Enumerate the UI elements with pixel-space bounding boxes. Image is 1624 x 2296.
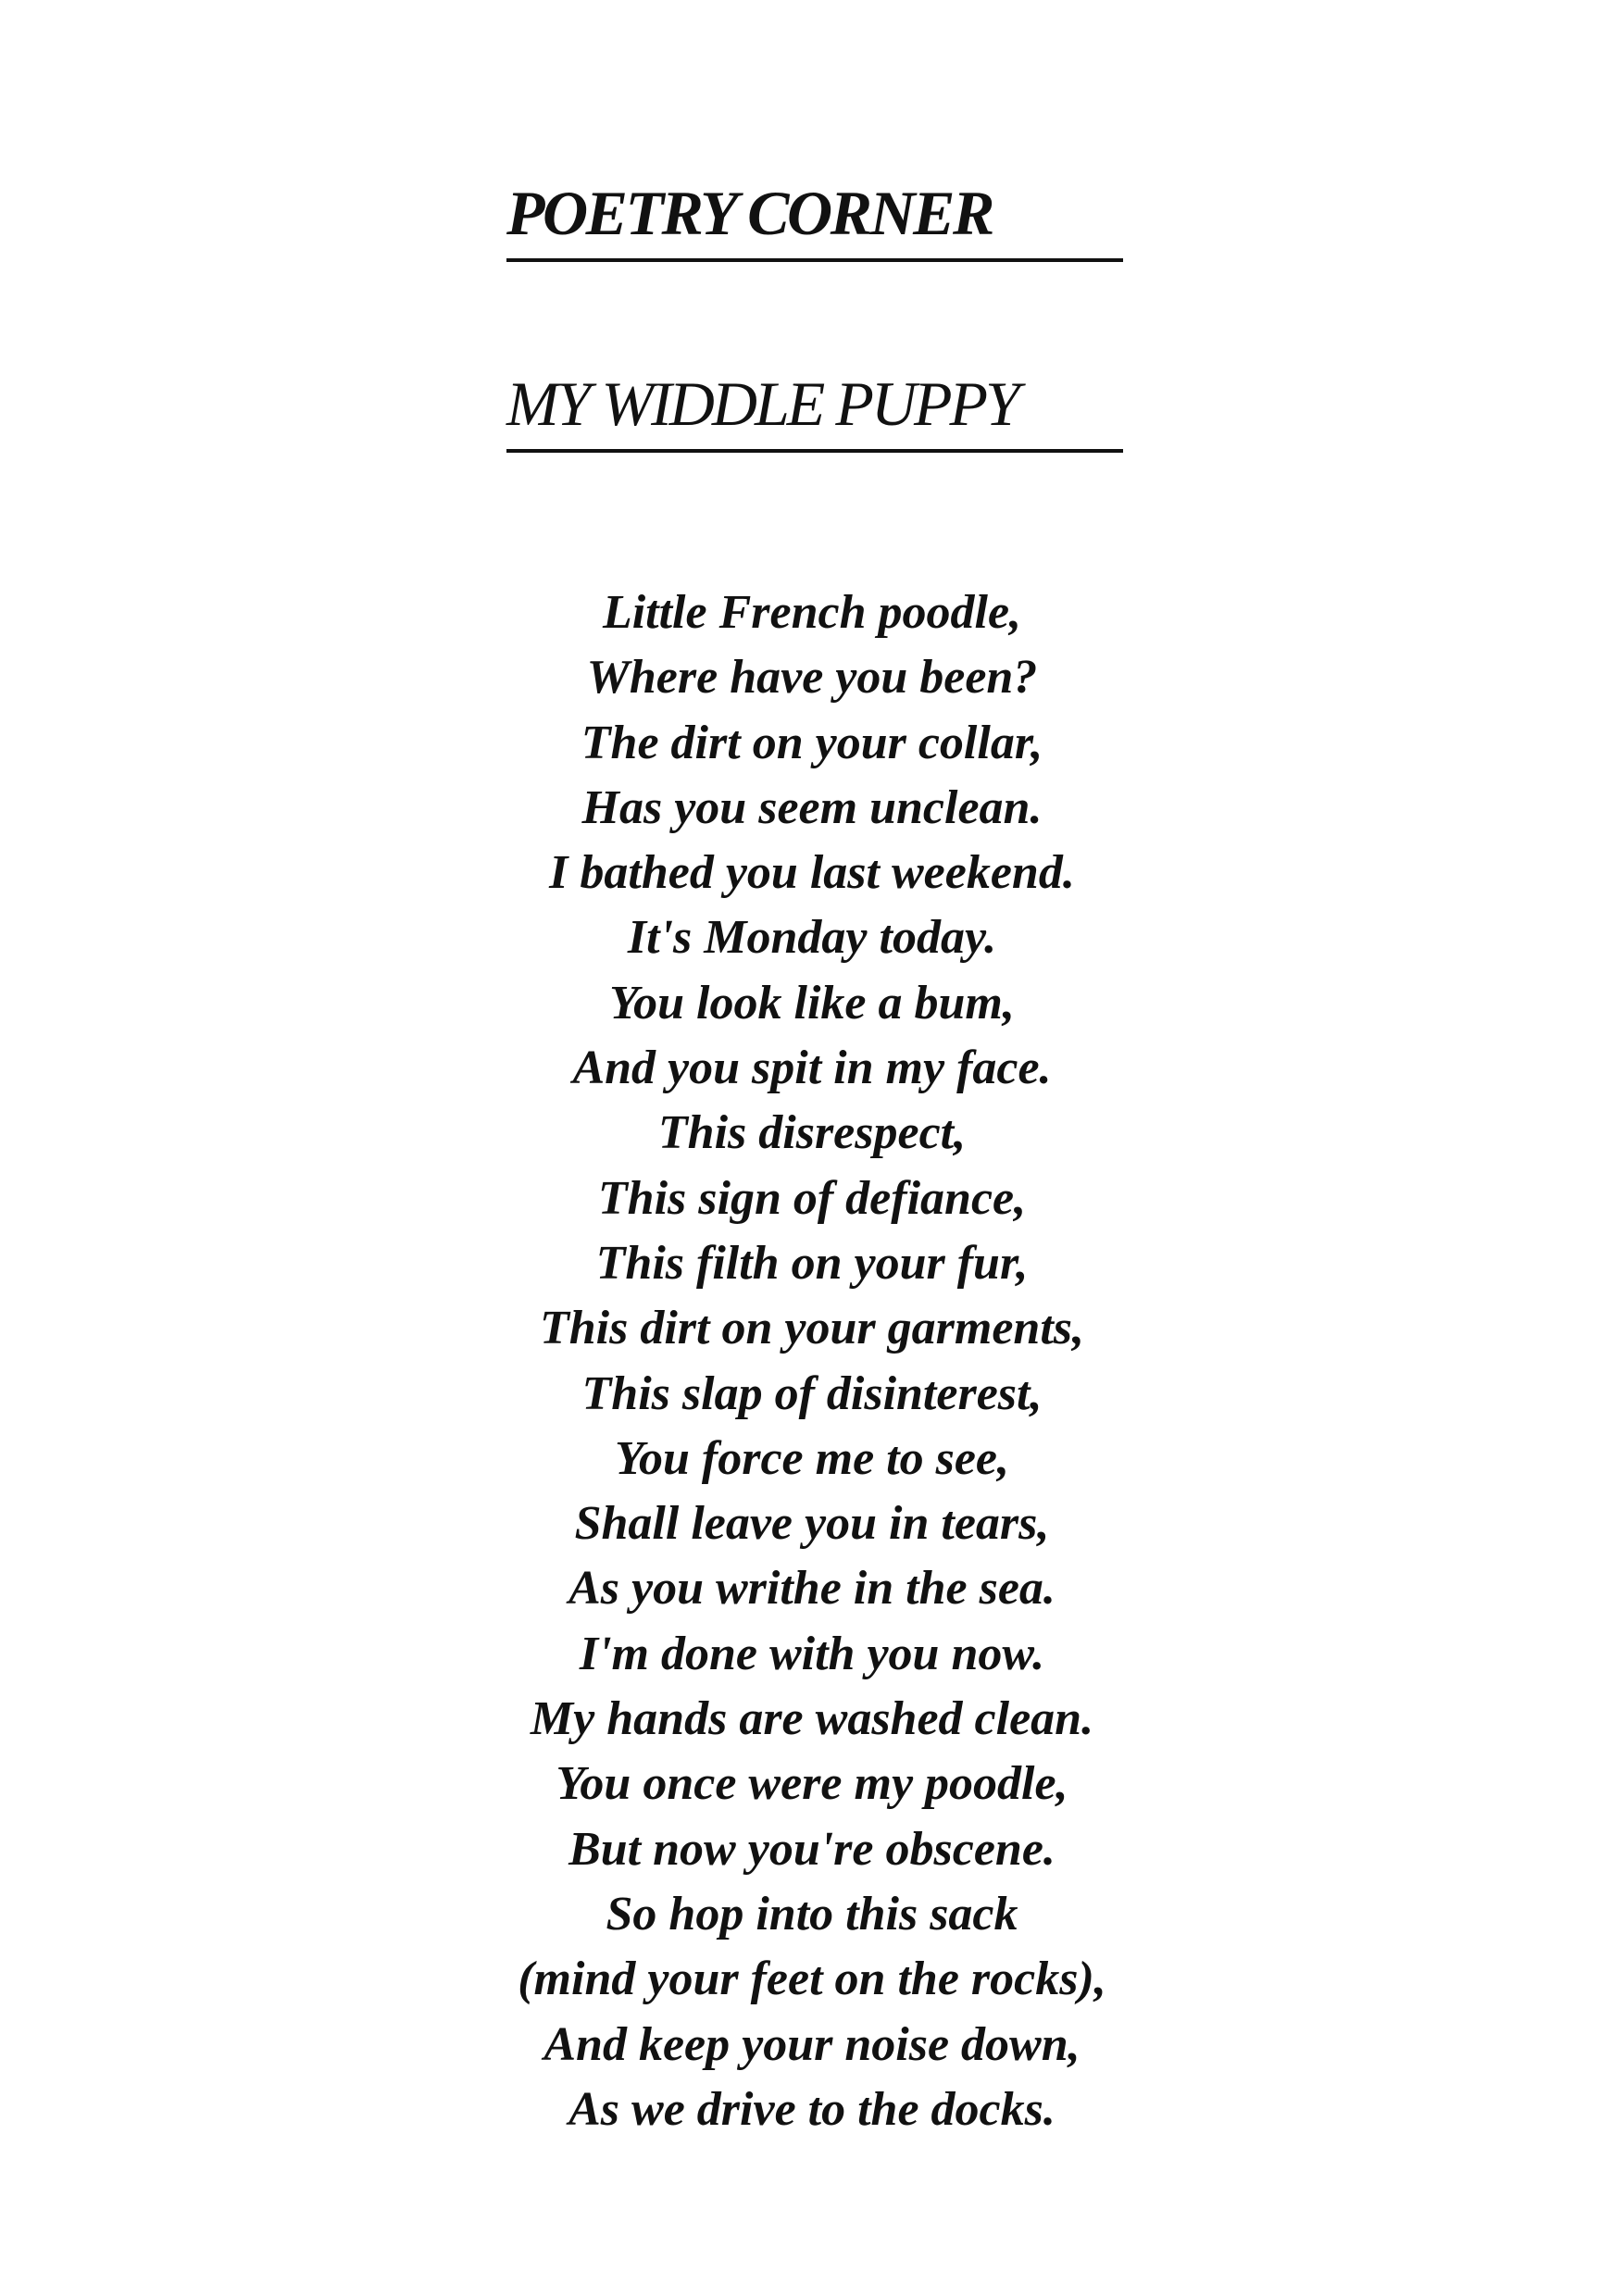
- section-title: POETRY CORNER: [506, 178, 993, 248]
- poem-line: The dirt on your collar,: [581, 716, 1043, 769]
- poem-title: MY WIDDLE PUPPY: [506, 368, 1018, 439]
- poem-line: Has you seem unclean.: [581, 780, 1043, 834]
- section-title-underline: [506, 258, 1123, 262]
- poem-line: As you writhe in the sea.: [568, 1562, 1056, 1616]
- poem-line: Little French poodle,: [602, 586, 1022, 639]
- poem-line: As we drive to the docks.: [568, 2082, 1056, 2136]
- poem-line: This filth on your fur,: [595, 1236, 1029, 1290]
- poem-line: I'm done with you now.: [579, 1627, 1045, 1680]
- poem-heading: [506, 368, 1127, 453]
- poem-line: You force me to see,: [614, 1431, 1009, 1485]
- poem-body: [0, 580, 1624, 2142]
- poem-line: This disrespect,: [657, 1106, 967, 1160]
- section-heading: [506, 178, 1127, 262]
- poem-line: Where have you been?: [586, 651, 1038, 705]
- poem-title-underline: [506, 449, 1123, 453]
- poem-line: And keep your noise down,: [543, 2017, 1081, 2071]
- poem-line: And you spit in my face.: [572, 1042, 1052, 1095]
- poem-line: I bathed you last weekend.: [549, 846, 1075, 900]
- poem-line: Shall leave you in tears,: [574, 1497, 1050, 1551]
- poem-line: My hands are washed clean.: [530, 1692, 1094, 1746]
- poem-line: This dirt on your garments,: [539, 1302, 1085, 1355]
- poem-line: (mind your feet on the rocks),: [518, 1953, 1106, 2006]
- poem-line: You once were my poodle,: [556, 1757, 1068, 1811]
- poem-line: This sign of defiance,: [597, 1171, 1027, 1225]
- poem-line: You look like a bum,: [609, 976, 1015, 1029]
- poem-line: This slap of disinterest,: [581, 1366, 1043, 1420]
- poem-line: But now you're obscene.: [568, 1822, 1056, 1876]
- poem-line: So hop into this sack: [606, 1887, 1018, 1940]
- poem-line: It's Monday today.: [627, 911, 997, 965]
